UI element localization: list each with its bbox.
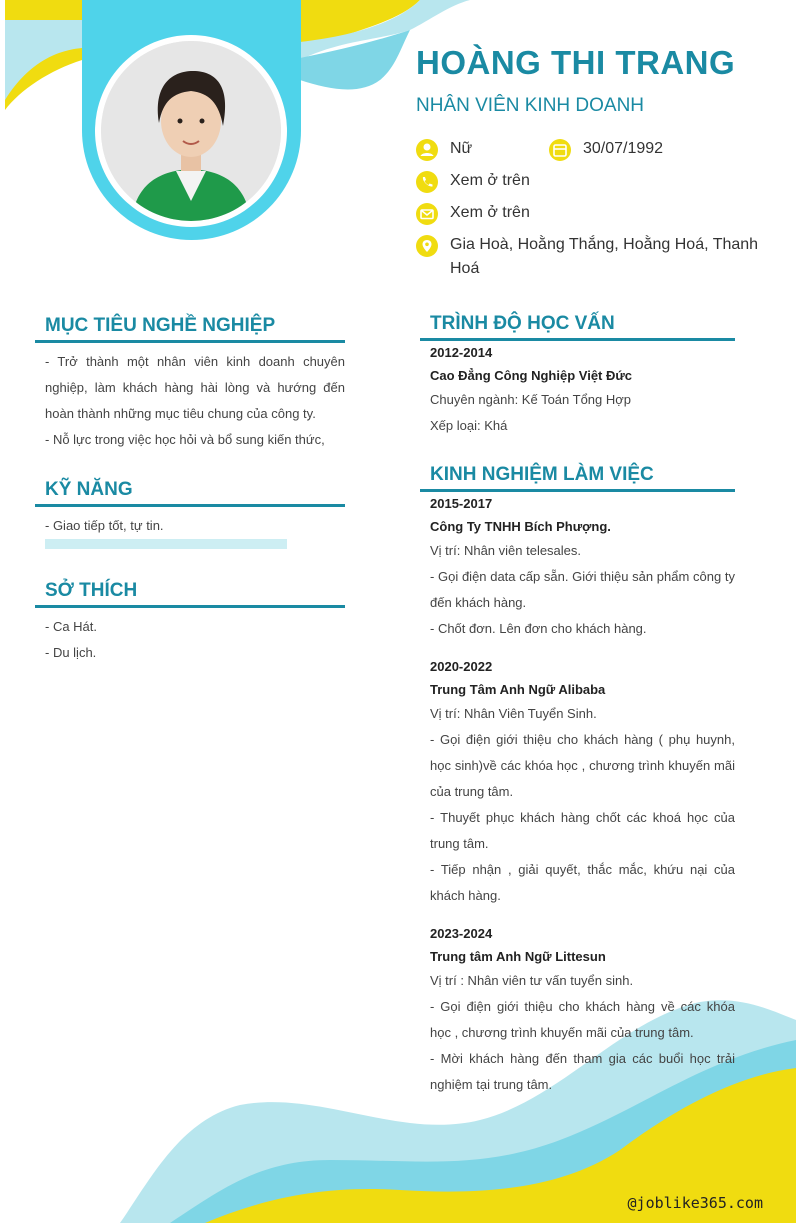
gender-value: Nữ bbox=[450, 140, 473, 157]
skills-rule bbox=[35, 504, 345, 507]
objective-line: - Nỗ lực trong việc học hỏi và bổ sung kiến thức, bbox=[45, 432, 325, 447]
job-duty: - Thuyết phục khách hàng chốt các khoá học của trung tâm. bbox=[430, 810, 735, 851]
job-title: NHÂN VIÊN KINH DOANH bbox=[416, 95, 645, 116]
footer-watermark: @joblike365.com bbox=[627, 1194, 763, 1212]
hobby-item: - Ca Hát. bbox=[45, 619, 98, 634]
job-duty: - Gọi điện data cấp sẵn. Giới thiệu sản phẩm công ty đến khách hàng. bbox=[430, 569, 735, 610]
job-duty: - Chốt đơn. Lên đơn cho khách hàng. bbox=[430, 621, 647, 636]
job-duty: - Gọi điện giới thiệu cho khách hàng về các khóa học , chương trình khuyến mãi của trung tâm. bbox=[430, 999, 735, 1040]
education-period: 2012-2014 bbox=[430, 345, 493, 360]
person-icon bbox=[416, 139, 438, 161]
job-position: Vị trí : Nhân viên tư vấn tuyển sinh. bbox=[430, 973, 634, 988]
objective-title: MỤC TIÊU NGHỀ NGHIỆP bbox=[45, 315, 276, 336]
job-entry bbox=[430, 655, 735, 909]
gender-row bbox=[416, 140, 472, 161]
address-value: Gia Hoà, Hoằng Thắng, Hoằng Hoá, Thanh Hoá bbox=[450, 236, 759, 277]
job-period: 2023-2024 bbox=[430, 926, 493, 941]
job-duty: - Mời khách hàng đến tham gia các buổi học trải nghiệm tại trung tâm. bbox=[430, 1051, 735, 1092]
education-block bbox=[430, 341, 735, 439]
objective-text bbox=[45, 349, 345, 453]
hobbies-rule bbox=[35, 605, 345, 608]
candidate-name: HOÀNG THI TRANG bbox=[416, 44, 736, 81]
job-entry bbox=[430, 492, 735, 642]
person-avatar-icon bbox=[101, 41, 281, 221]
hobby-item: - Du lịch. bbox=[45, 645, 97, 660]
birthday-value: 30/07/1992 bbox=[583, 140, 664, 157]
objective-rule bbox=[35, 340, 345, 343]
job-company: Trung tâm Anh Ngữ Littesun bbox=[430, 949, 606, 964]
education-grade: Xếp loại: Khá bbox=[430, 418, 508, 433]
job-company: Trung Tâm Anh Ngữ Alibaba bbox=[430, 682, 606, 697]
job-company: Công Ty TNHH Bích Phượng. bbox=[430, 519, 611, 534]
email-value: Xem ở trên bbox=[450, 204, 530, 221]
phone-icon bbox=[416, 171, 438, 193]
hobbies-list bbox=[45, 614, 345, 666]
skills-list bbox=[45, 513, 345, 539]
mail-icon bbox=[416, 203, 438, 225]
job-position: Vị trí: Nhân viên telesales. bbox=[430, 543, 582, 558]
job-duty: - Gọi điện giới thiệu cho khách hàng ( phụ huynh, học sinh)về các khóa học , chương trình khuyến mãi của trung tâm. bbox=[430, 732, 735, 799]
phone-value: Xem ở trên bbox=[450, 172, 530, 189]
email-row bbox=[416, 204, 530, 225]
skill-item: - Giao tiếp tốt, tự tin. bbox=[45, 518, 164, 533]
experience-title: KINH NGHIỆM LÀM VIỆC bbox=[430, 464, 654, 485]
skill-level-bar bbox=[45, 539, 287, 549]
education-school: Cao Đẳng Công Nghiệp Việt Đức bbox=[430, 368, 633, 383]
education-title: TRÌNH ĐỘ HỌC VẤN bbox=[430, 313, 615, 334]
objective-line: - Trở thành một nhân viên kinh doanh chuyên nghiệp, làm khách hàng hài lòng và hướng đến hoàn thành những mục tiêu chung của công ty. bbox=[45, 354, 345, 421]
location-pin-icon bbox=[416, 235, 438, 257]
hobbies-title: SỞ THÍCH bbox=[45, 580, 138, 601]
job-duty: - Tiếp nhận , giải quyết, thắc mắc, khứu nại của khách hàng. bbox=[430, 862, 735, 903]
profile-photo bbox=[101, 41, 281, 221]
job-period: 2015-2017 bbox=[430, 496, 493, 511]
birthday-row bbox=[549, 140, 663, 161]
job-entry bbox=[430, 922, 735, 1098]
address-row bbox=[416, 236, 761, 281]
job-period: 2020-2022 bbox=[430, 659, 493, 674]
experience-block bbox=[430, 492, 735, 1098]
calendar-icon bbox=[549, 139, 571, 161]
job-position: Vị trí: Nhân Viên Tuyển Sinh. bbox=[430, 706, 597, 721]
phone-row bbox=[416, 172, 530, 193]
education-major: Chuyên ngành: Kế Toán Tổng Hợp bbox=[430, 392, 632, 407]
skills-title: KỸ NĂNG bbox=[45, 479, 133, 500]
